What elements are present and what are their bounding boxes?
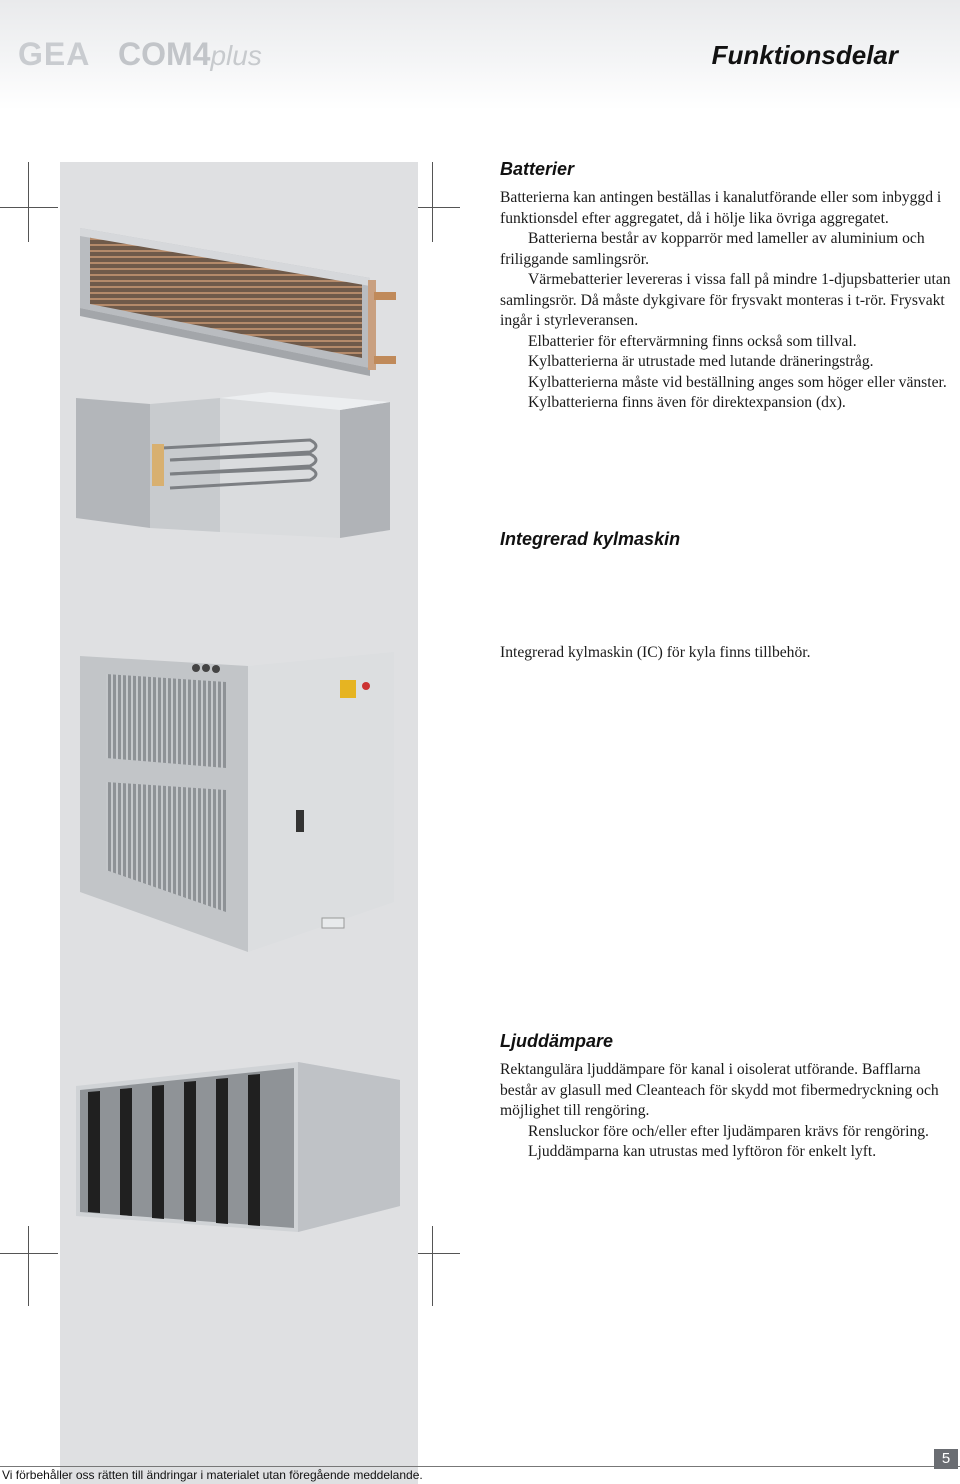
paragraph: Kylbatterierna är utrustade med lutande dräneringstråg. xyxy=(528,353,874,370)
paragraph: Batterierna består av kopparrör med lameller av aluminium och friliggande samlingsrör. xyxy=(500,230,925,268)
paragraph: Ljuddämparna kan utrustas med lyftöron för enkelt lyft. xyxy=(528,1143,877,1160)
section-title-ljuddampare: Ljuddämpare xyxy=(500,1031,614,1051)
product-suffix: plus xyxy=(210,40,262,71)
product-main: COM4 xyxy=(118,36,211,72)
paragraph: Kylbatterierna finns även för direktexpansion (dx). xyxy=(528,394,846,411)
paragraph: Rektangulära ljuddämpare för kanal i oisolerat utförande. Bafflarna består av glasull med Cleanteach för skydd mot fibermedryckning och möjlighet till rengöring. xyxy=(500,1061,939,1119)
crop-mark xyxy=(28,1226,29,1306)
integrated-chiller-illustration xyxy=(76,652,396,952)
crop-mark xyxy=(418,1253,460,1254)
paragraph: Kylbatterierna måste vid beställning anges som höger eller vänster. xyxy=(528,373,947,391)
page-number: 5 xyxy=(934,1449,958,1469)
crop-mark xyxy=(0,207,58,208)
ljuddampare-text xyxy=(500,1060,958,1163)
paragraph: Rensluckor före och/eller efter ljudämparen krävs för rengöring. xyxy=(528,1122,929,1140)
coil-battery-illustration xyxy=(70,208,400,378)
section-title-kylmaskin: Integrerad kylmaskin xyxy=(500,529,681,549)
crop-mark xyxy=(418,207,460,208)
gea-logo: GEA xyxy=(18,36,91,72)
footer-rule xyxy=(0,1466,960,1467)
paragraph: Batterierna kan antingen beställas i kanalutförande eller som inbyggd i funktionsdel efter aggregatet, då i hölje lika övriga aggregatet. xyxy=(500,189,942,227)
batterier-text xyxy=(500,188,958,414)
paragraph: Elbatterier för eftervärmning finns också som tillval. xyxy=(528,332,857,350)
section-title-batterier: Batterier xyxy=(500,159,575,179)
crop-mark xyxy=(432,1226,433,1306)
product-name xyxy=(118,36,262,73)
sound-attenuator-illustration xyxy=(70,1056,406,1236)
paragraph: Integrerad kylmaskin (IC) för kyla finns tillbehör. xyxy=(500,644,811,661)
crop-mark xyxy=(432,162,433,242)
kylmaskin-text xyxy=(500,643,958,664)
paragraph: Värmebatterier levereras i vissa fall på mindre 1-djupsbatterier utan samlingsrör. Då måste dykgivare för frysvakt monteras i t-rör. Frysvakt ingår i styrleveransen. xyxy=(500,271,951,329)
footer-disclaimer: Vi förbehåller oss rätten till ändringar i materialet utan föregående meddelande. xyxy=(2,1468,423,1482)
electric-heater-illustration xyxy=(70,388,400,548)
page-title: Funktionsdelar xyxy=(711,40,898,70)
crop-mark xyxy=(0,1253,58,1254)
crop-mark xyxy=(28,162,29,242)
